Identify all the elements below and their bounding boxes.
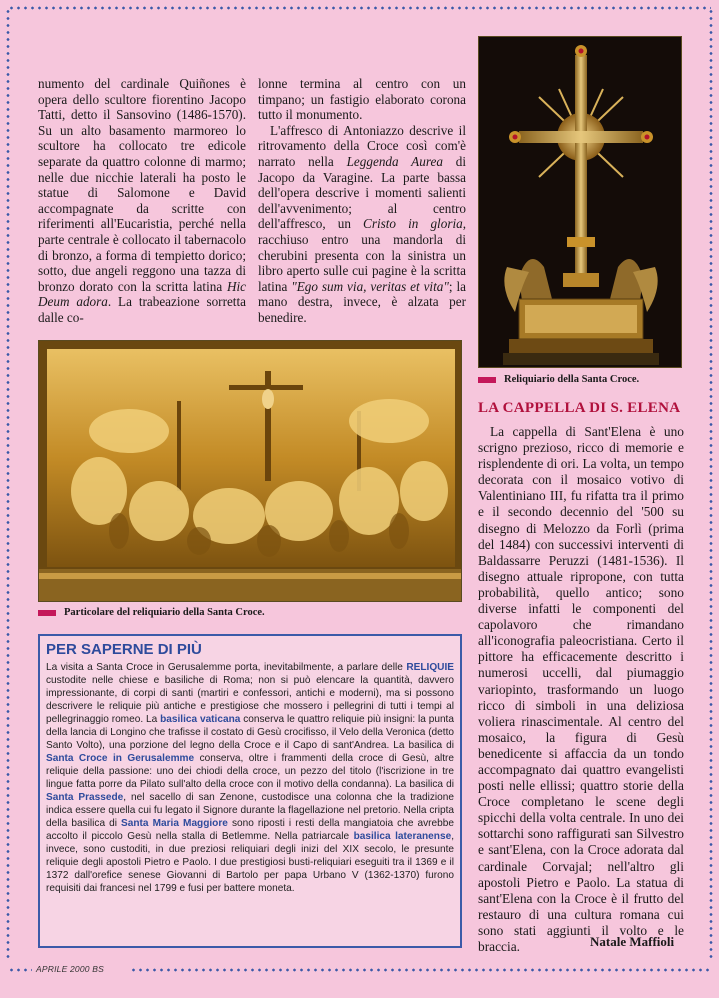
reliquary-cross-photo xyxy=(478,36,682,368)
page-footer: APRILE 2000 BS xyxy=(36,964,105,974)
dotted-border-left xyxy=(6,8,10,962)
section-title: LA CAPPELLA DI S. ELENA xyxy=(478,400,681,416)
relief-photo-caption: Particolare del reliquiario della Santa Croce. xyxy=(38,607,265,618)
article-column-2 xyxy=(258,76,466,326)
reliquary-relief-photo xyxy=(38,340,462,602)
column-2-paragraph-1: lonne termina al centro con un timpano; un fastigio elaborato corona tutto il monumento. xyxy=(258,76,466,123)
caption-marker xyxy=(38,610,56,616)
column-1-paragraph: numento del cardinale Quiñones è opera dello scultore fiorentino Jacopo Tatti, detto il Sansovino (1486-1570). Su un alto basamento marmoreo lo scultore ha collocato tre edicole separate da quattro colonne di marmo; nelle due nicchie laterali ha posto le statue di Salomone e David accompagnate da scritte con riferimenti all'Eucaristia, perché nella parte centrale è collocato il tabernacolo di bronzo, a forma di tempietto dorico; sotto, due angeli reggono una tazza di bronzo dorato con la scritta latina Hic Deum adora. La trabeazione sorretta dalle co- xyxy=(38,76,246,325)
dotted-border-bottom-left xyxy=(8,968,32,972)
cross-photo-caption: Reliquiario della Santa Croce. xyxy=(478,374,639,385)
dotted-border-bottom xyxy=(130,968,711,972)
dotted-border-right xyxy=(709,8,713,962)
column-2-paragraph-2: L'affresco di Antoniazzo descrive il ritrovamento della Croce così com'è narrato nella Leggenda Aurea di Jacopo da Varagine. La parte bassa dell'opera descrive i momenti salienti dell'avvenimento; al centro dell'affresco, un Cristo in gloria, racchiuso entro una mandorla di cherubini presenta con la sinistra un libro aperto sulle cui pagine è la scritta latina "Ego sum via, veritas et vita"; la mano destra, invece, è alzata per benedire. xyxy=(258,122,467,325)
info-box xyxy=(38,634,462,948)
author-signature: Natale Maffioli xyxy=(590,934,675,949)
caption-marker xyxy=(478,377,496,383)
info-box-title: PER SAPERNE DI PIÙ xyxy=(46,641,202,658)
dotted-border-top xyxy=(8,6,711,10)
column-3-paragraph: La cappella di Sant'Elena è uno scrigno prezioso, ricco di memorie e risplendente di ori. La volta, un tempo decorata con il mosaico votivo di Valentiniano III, fu rifatta tra il primo e il secondo decennio del '500 su disegno di Melozzo da Forlì (prima del 1484) con successivi interventi di Baldassarre Peruzzi (1481-1536). Il disegno attuale ripropone, con tutta probabilità, quello antico; sono diverse infatti le componenti del capolavoro che rimandano all'iconografia paleocristiana. Certo il pittore ha efficacemente descritto i numerosi uccelli, dal piumaggio variopinto, trasformando un luogo ricco di simboli in una deliziosa voliera rinascimentale. Al centro del mosaico, la figura di Gesù benedicente si affaccia da un tondo accompagnato dai quattro evangelisti posti nelle ellissi; quattro storie della Croce completano le scene degli spicchi della volta centrale. In uno dei sottarchi sono raffigurati san Silvestro e sant'Elena, con la Croce adorata dal cardinale Corvajal; nell'altro gli apostoli Pietro e Paolo. La statua di sant'Elena con la Croce è il frutto del restauro di una cultura romana cui sono stati aggiunti il volto e le braccia. xyxy=(478,424,684,954)
reliquary-cross-illustration xyxy=(479,37,682,368)
article-column-1 xyxy=(38,76,246,326)
info-box-text: La visita a Santa Croce in Gerusalemme porta, inevitabilmente, a parlare delle RELIQUIE custodite nelle chiese e basiliche di Roma; non si può elencare la quantità, davvero impressionante, di corpi di santi (martiri e confessori, antichi e moderni), ma si possono descrivere le reliquie più antiche e prestigiose che mossero i pellegrini di tutti i tempi al pellegrinaggio romeo. La basilica vaticana conserva le quattro reliquie più insigni: la punta della lancia di Longino che trafisse il costato di Gesù crocifisso, il Velo della Veronica (detto Santo Volto), una porzione del legno della Croce e il Capo di sant'Andrea. La basilica di Santa Croce in Gerusalemme conserva, oltre i frammenti della croce di Gesù, altre reliquie della passione: uno dei chiodi della croce, un pezzo del titolo (l'iscrizione in tre lingue fatta porre da Pilato sull'alto della croce con il motivo della condanna). La basilica di Santa Prassede, nel sacello di san Zenone, custodisce una colonna che la tradizione indica essere quella cui fu legato il Signore durante la flagellazione nel pretorio. Nella cripta della basilica di Santa Maria Maggiore sono riposti i resti della mangiatoia che avrebbe accolto il piccolo Gesù nella stalla di Betlemme. Nella patriarcale basilica lateranense, invece, sono custoditi, in due preziosi reliquiari degli inizi del XIX secolo, le presunte reliquie degli apostoli Pietro e Paolo. I due prestigiosi busti-reliquiari eseguiti tra il 1369 e il 1372 dall'orefice senese Giovanni di Bartolo per papa Urbano V (1362-1370) furono requisiti dai francesi nel 1799 e fusi per battere moneta. xyxy=(46,662,454,894)
article-column-3 xyxy=(478,424,684,955)
relief-illustration xyxy=(39,341,462,602)
